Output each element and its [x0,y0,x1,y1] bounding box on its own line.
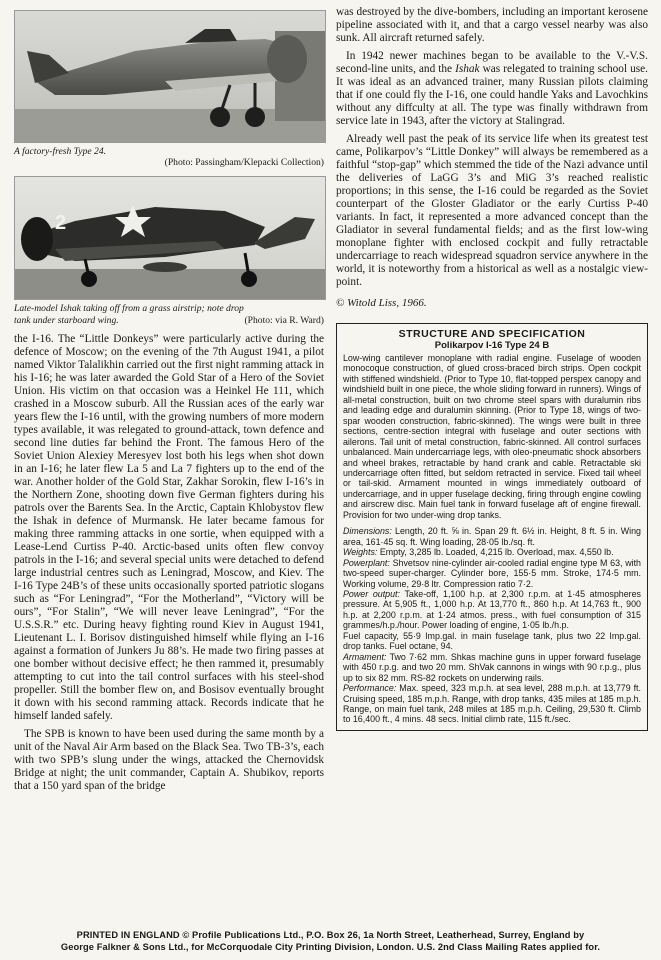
right-paragraph-2 [336,50,648,128]
footer-line-1: PRINTED IN ENGLAND © Profile Publications Ltd., P.O. Box 26, 1a North Street, Leatherhead, Surrey, England by [76,930,585,940]
left-paragraph-1: the I-16. The “Little Donkeys” were particularly active during the defence of Moscow; on the evening of the 7th August 1941, a pilot named Viktor Talalikhin carried out the first night ramming attack in his I-16; he was later awarded the Gold Star of a Hero of the Soviet Union. His victim on that occasion was a Heinkel He 111, which crashed in a Moscow suburb. All the Russian aces of the early war years flew the I-16 until, with the growing numbers of more modern types available, it was relegated to ground-attack, town defence and second line duties far behind the Front. The famous Hero of the Soviet Union Alexiey Meresyev lost both his legs when shot down in an I-16; he later flew La 5 and La 7 fighters up to the end of the war. Another holder of the Gold Star, Zakhar Sorokin, flew I-16’s in the Northern Zone, shooting down five German fighters during his patrols over the Barents Sea. In the Arctic, Captain Khlobystov flew the Ishak in defence of Murmansk. He later became famous for making three ramming attacks in one sortie, when equipped with a Lease-Lend Curtiss P-40. Arctic-based units often flew convoy patrols in the I-16; and several special units were detached to defend large industrial centres such as Leningrad, Moscow, and Kiev. The I-16 Type 24B’s of these units occasionally sported patriotic slogans such as “For Leningrad”, “For the Motherland”, “Victory will be ours”, “For Stalin”, “We will never leave Leningrad”, “For the U.S.S.R.” etc. During heavy fighting round Kiev in August 1941, Lieutenant L. I. Borisov distinguished himself while flying an I-16 against a formation of Junkers Ju 88’s. He made two firing passes at one bomber without decisive effect; he then rammed it, presumably attempting to cut into the tail control surfaces with his steel-shod propeller. Still the bomber flew on, and Bosisov eventually brought it down with his second ramming attack. Records indicate that he himself landed safely. [14,332,324,722]
spec-dimensions [343,526,641,547]
figure-2-caption-line1: Late-model Ishak taking off from a grass airstrip; note drop [14,303,244,315]
powerplant-label: Powerplant: [343,557,390,568]
weights-label: Weights: [343,547,378,558]
right-paragraph-2-part-a: In 1942 newer machines began to be available to the V.-V.S. second-line units, and the [336,50,648,75]
aircraft-photo-2 [15,177,325,299]
spec-armament [343,652,641,683]
right-paragraph-3: Already well past the peak of its service life when its greatest test came, Polikarpov’s “Little Donkey” will always be remembered as a faithful “stop-gap” which stemmed the tide of the Nazi advance until the deliveries of LaGG 3’s and MiG 3’s reached realistic proportions; in this sense, the I-16 could be regarded as the Soviet counterpart of the Gloster Gladiator or the early Curtiss P-40 variants. In fact, it represented a more advanced concept than the Gladiator in several fundamental fields; and as the first low-wing monoplane fighter with enclosed cockpit and fully retractable undercarriage to reach widespread squadron service anywhere in the world, it is noteworthy from a historical as well as a nostalgic view-point. [336,133,648,288]
performance-value: Max. speed, 323 m.p.h. at sea level, 288 m.p.h. at 13,779 ft. Cruising speed, 185 m.p.h. Range, with drop tanks, 435 miles at 185 m.p.h. Range, on main fuel tank, 248 miles at 185 m.p.h. Ceiling, 29,530 ft. Climb to 16,400 ft., 4 mins. 48 secs. Initial climb rate, 115 ft./sec. [343,683,641,725]
spec-weights [343,547,641,557]
figure-1-credit: (Photo: Passingham/Klepacki Collection) [164,157,324,169]
dimensions-value: Length, 20 ft. ⅝ in. Span 29 ft. 6½ in. Height, 8 ft. 5 in. Wing area, 161·45 sq. ft. Wing loading, 28·05 lb./sq. ft. [343,526,641,547]
left-paragraph-2: The SPB is known to have been used during the same month by a unit of the Naval Air Arm based on the Black Sea. Two TB-3’s, each with two SPB’s slung under the wings, attacked the Chernovidsk Bridge at night; the unit commander, Captain A. Shubikov, reports that a 150 yard span of the bridge [14,727,324,792]
spec-performance [343,683,641,725]
dimensions-label: Dimensions: [343,526,392,537]
right-paragraph-1: was destroyed by the dive-bombers, including an important kerosene pipeline associated with it, and that a cargo vessel nearby was also sunk. All aircraft returned safely. [336,6,648,44]
right-column [336,6,648,731]
fuselage-number: 2 [55,212,67,235]
armament-value: Two 7·62 mm. Shkas machine guns in upper forward fuselage with 450 r.p.g. and two 20 mm. ShVak cannons in wings with 90 r.p.g., plus up to six 82 mm. RS-82 rockets on underwing rails. [343,651,641,683]
photo-late-model-ishak [14,176,326,300]
figure-1-caption [14,146,324,168]
specification-box [336,323,648,731]
footer-line-2: George Falkner & Sons Ltd., for McCorquodale City Printing Division, London. U.S. 2nd Class Mailing Rates applied for. [60,941,601,952]
spec-output [343,589,641,631]
printer-footer [0,930,661,953]
powerplant-value: Shvetsov nine-cylinder air-cooled radial engine type M 63, with two-speed super-charger. Cylinder bore, 155·5 mm. Stroke, 174·5 mm. Working volume, 29·8 ltr. Compression ratio 7·2. [343,557,641,589]
output-label: Power output: [343,588,400,599]
figure-2-caption-line2: tank under starboard wing. [14,314,119,326]
armament-label: Armament: [343,651,387,662]
photo-factory-fresh-type-24 [14,10,326,143]
output-value: Take-off, 1,100 h.p. at 2,300 r.p.m. at 1·45 atmospheres pressure. At 5,905 ft., 1,000 h.p. At 13,770 ft., 860 h.p. At 14,763 ft., 900 h.p. at 2,200 r.p.m. at 1·24 atmos. press., with fuel consumption of 315 grammes/h.p./hour. Power loading of engine, 1·05 lb./h.p. [343,588,641,631]
right-paragraph-2-part-b: was relegated to training school use. It was ideal as an advanced trainer, many Russian pilots claiming that if one could fly the I-16, one could handle Yaks and Lavochkins without any diffculty at all. The type was finally withdrawn from service late in 1943, after the victory at Stalingrad. [336,63,649,127]
spec-title: STRUCTURE AND SPECIFICATION [398,328,586,340]
left-body-text [14,333,324,793]
right-body-text [336,6,648,289]
figure-2-credit: (Photo: via R. Ward) [244,314,324,326]
spec-subtitle: Polikarpov I-16 Type 24 B [434,340,550,351]
left-column [14,10,324,793]
spec-description: Low-wing cantilever monoplane with radial engine. Fuselage of wooden monocoque construction, of glued cross-braced birch strips. Open cockpit with stiffened windshield. (Prior to Type 10, flat-topped perspex canopy and windshield built in one piece, the whole sliding forward in runners). Wings of all-metal construction, built on two chrome steel spars with duralumin ribs and leading edge and duralumin skinning. (Prior to Type 18, wings of two-spar wooden construction, fabric-skinned). The wings were built in three sections, centre-section integral with fuselage and outer sections with ailerons. Tail unit of metal construction, fabric-skinned. All control surfaces unbalanced. Main undercarriage legs, with oleo-pneumatic shock absorbers and wheel brakes, retractable by hand crank and cable. Retractable ski undercarriage often fitted, but seldom retracted in service. Fixed tail wheel or tail-skid. Armament mounted in wings immediately outboard of undercarriage, and in upper fuselage decking, firing through engine cowling and airscrew disc. Main fuel tank in forward fuselage aft of engine firewall. Provision for two under-wing drop tanks. [343,353,641,520]
spec-fuel: Fuel capacity, 55·9 Imp.gal. in main fuselage tank, plus two 22 Imp.gal. drop tanks. Fuel octane, 94. [343,630,641,652]
copyright-line: © Witold Liss, 1966. [336,297,427,309]
performance-label: Performance: [343,683,397,694]
spec-powerplant [343,558,641,589]
aircraft-photo-1 [15,11,325,142]
ishak-italic: Ishak [455,63,480,75]
weights-value: Empty, 3,285 lb. Loaded, 4,215 lb. Overload, max. 4,550 lb. [379,547,614,558]
figure-2-caption [14,303,324,325]
figure-1-caption-text: A factory-fresh Type 24. [14,146,107,157]
